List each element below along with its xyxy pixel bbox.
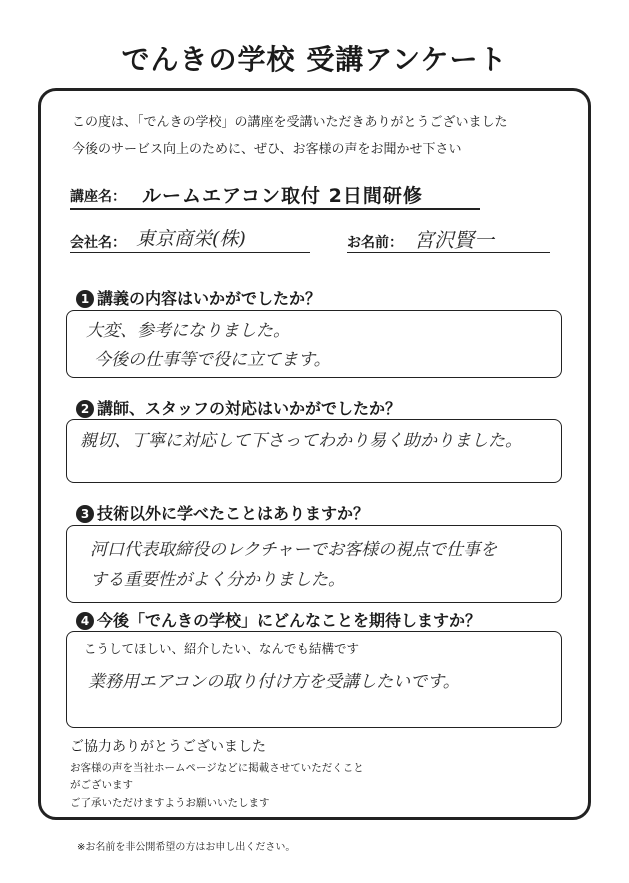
company-label: 会社名： xyxy=(70,235,126,251)
course-underline xyxy=(70,208,480,210)
question-1 xyxy=(76,286,321,309)
company-underline xyxy=(70,252,310,253)
closing-line-1: お客様の声を当社ホームページなどに掲載させていただくこと xyxy=(70,762,364,774)
question-number-4: 4 xyxy=(76,612,94,630)
question-4-hint: こうしてほしい、紹介したい、なんでも結構です xyxy=(84,641,360,656)
intro-line-1: この度は、「でんきの学校」の講座を受講いただきありがとうございました xyxy=(72,115,508,130)
question-number-1: 1 xyxy=(76,290,94,308)
answer-3-line-1: 河口代表取締役のレクチャーでお客様の視点で仕事を xyxy=(90,540,498,560)
name-label: お名前： xyxy=(347,235,403,251)
question-number-3: 3 xyxy=(76,505,94,523)
name-value: 宮沢賢一 xyxy=(414,228,494,252)
question-2 xyxy=(76,396,401,419)
name-underline xyxy=(347,252,550,253)
answer-1-line-1: 大変、参考になりました。 xyxy=(86,321,290,341)
closing-line-2: がございます xyxy=(70,779,133,791)
answer-3-line-2: する重要性がよく分かりました。 xyxy=(90,570,345,590)
footnote: ※お名前を非公開希望の方はお申し出ください。 xyxy=(77,842,296,853)
closing-line-3: ご了承いただけますようお願いいたします xyxy=(70,797,270,809)
company-value: 東京商栄(株) xyxy=(136,228,246,250)
question-3 xyxy=(76,501,369,524)
question-2-text: 講師、スタッフの対応はいかがでしたか？ xyxy=(97,399,402,418)
page-title: でんきの学校 受講アンケート xyxy=(121,43,508,76)
course-label: 講座名： xyxy=(70,189,126,205)
question-1-text: 講義の内容はいかがでしたか？ xyxy=(97,289,322,308)
question-number-2: 2 xyxy=(76,400,94,418)
closing-thanks: ご協力ありがとうございました xyxy=(70,739,266,755)
answer-1-line-2: 今後の仕事等で役に立てます。 xyxy=(94,350,331,370)
question-3-text: 技術以外に学べたことはありますか？ xyxy=(97,504,370,523)
course-name: ルームエアコン取付 2日間研修 xyxy=(142,185,423,207)
question-4-text: 今後「でんきの学校」にどんなことを期待しますか？ xyxy=(97,611,482,630)
answer-4-line-1: 業務用エアコンの取り付け方を受講したいです。 xyxy=(88,672,460,692)
intro-line-2: 今後のサービス向上のために、ぜひ、お客様の声をお聞かせ下さい xyxy=(72,142,462,157)
question-4 xyxy=(76,608,481,631)
answer-2-line-1: 親切、丁寧に対応して下さってわかり易く助かりました。 xyxy=(80,431,522,451)
